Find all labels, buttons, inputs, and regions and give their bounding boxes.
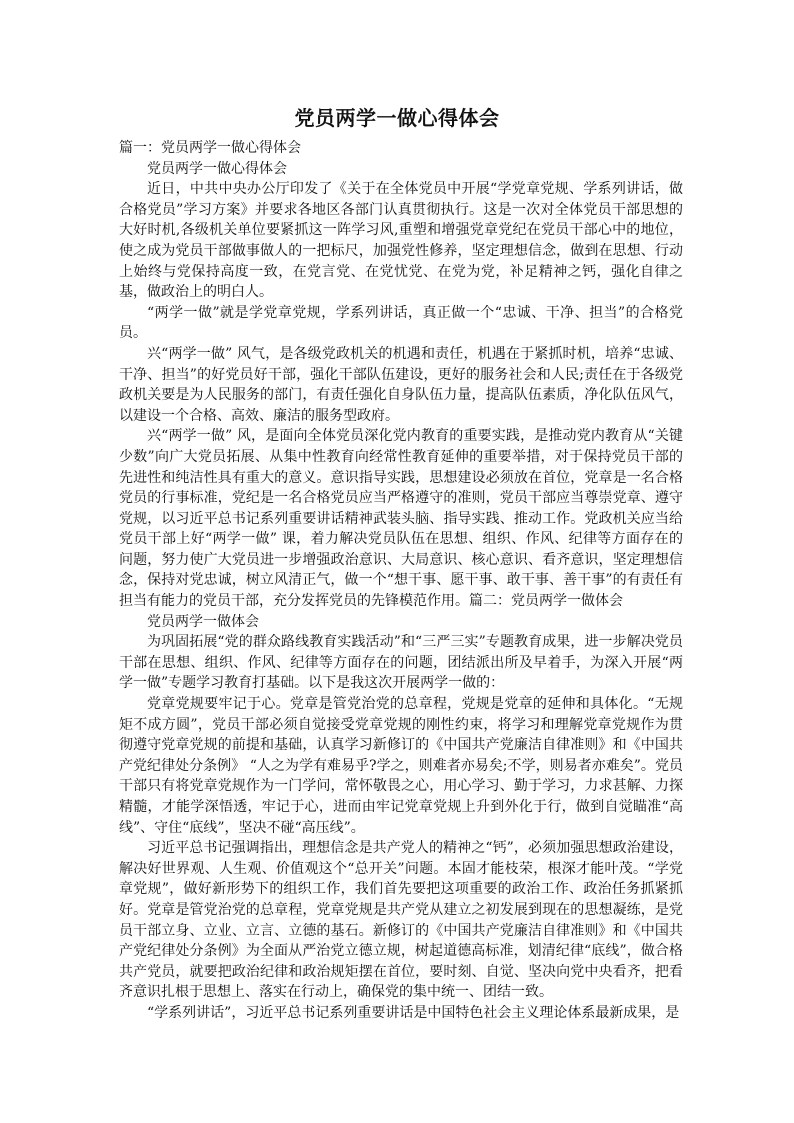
body-paragraph: 习近平总书记强调指出，理想信念是共产党人的精神之“钙”，必须加强思想政治建设，解决好世界观、人生观、价值观这个“总开关”问题。本固才能枝荣，根深才能叶茂。“学党章党规”，做好新形势下的组织工作，我们首先要把这项重要的政治工作、政治任务抓紧抓好。党章是管党治党的总章程，党章党规是共产党从建立之初发展到现在的思想凝练，是党员干部立身、立业、立言、立德的基石。新修订的《中国共产党廉洁自律准则》和《中国共产党纪律处分条例》为全面从严治党立德立规，树起道德高标准，划清纪律“底线”，做合格共产党员，就要把政治纪律和政治规矩摆在首位，要时刻、自觉、坚决向党中央看齐，把看齐意识扎根于思想上、落实在行动上，确保党的集中统一、团结一致。: [119, 840, 683, 1001]
section-subtitle-1: 党员两学一做心得体会: [147, 160, 287, 177]
document-title: 党员两学一做心得体会: [294, 106, 500, 130]
body-paragraph: 党章党规要牢记于心。党章是管党治党的总章程，党规是党章的延伸和具体化。“无规矩不成方圆”，党员干部必须自觉接受党章党规的刚性约束，将学习和理解党章党规作为贯彻遵守党章党规的前提和基础，认真学习新修订的《中国共产党廉洁自律准则》和《中国共产党纪律处分条例》 “人之为学有难易乎?学之，则难者亦易矣;不学，则易者亦难矣”。党员干部只有将党章党规作为一门学问，常怀敬畏之心，用心学习、勤于学习，力求甚解、力探精髓，才能学深悟透，牢记于心，进而由牢记党章党规上升到外化于行，做到自觉瞄准“高线”、守住“底线”，坚决不碰“高压线”。: [119, 696, 683, 836]
body-paragraph: “两学一做”就是学党章党规，学系列讲话，真正做一个“忠诚、干净、担当”的合格党员。: [119, 304, 683, 342]
body-paragraph: “学系列讲话”，习近平总书记系列重要讲话是中国特色社会主义理论体系最新成果，是: [147, 1004, 680, 1021]
body-paragraph: 兴“两学一做” 风气，是各级党政机关的机遇和责任，机遇在于紧抓时机，培养“忠诚、干净、担当”的好党员好干部，强化干部队伍建设，更好的服务社会和人民;责任在于各级党政机关要是为人民服务的部门，有责任强化自身队伍力量，提高队伍素质，净化队伍风气，以建设一个合格、高效、廉洁的服务型政府。: [119, 345, 683, 424]
section-subtitle-2: 党员两学一做体会: [147, 613, 259, 630]
body-paragraph: 近日，中共中央办公厅印发了《关于在全体党员中开展“学党章党规、学系列讲话，做合格党员”学习方案》并要求各地区各部门认真贯彻执行。这是一次对全体党员干部思想的大好时机,各级机关单位要紧抓这一阵学习风,重塑和增强党章党纪在党员干部心中的地位，使之成为党员干部做事做人的一把标尺，加强党性修养，坚定理想信念，做到在思想、行动上始终与党保持高度一致，在党言党、在党忧党、在党为党，补足精神之钙，强化自律之基，做政治上的明白人。: [119, 181, 683, 301]
document-body: [119, 138, 683, 1024]
section-heading-1: 篇一：党员两学一做心得体会: [119, 140, 301, 156]
body-paragraph: 兴“两学一做” 风，是面向全体党员深化党内教育的重要实践，是推动党内教育从“关键少数”向广大党员拓展、从集中性教育向经常性教育延伸的重要举措，对于保持党员干部的先进性和纯洁性具有重大的意义。意识指导实践，思想建设必须放在首位，党章是一名合格党员的行事标准，党纪是一名合格党员应当严格遵守的准则，党员干部应当尊崇党章、遵守党规，以习近平总书记系列重要讲话精神武装头脑、指导实践、推动工作。党政机关应当给党员干部上好“两学一做” 课，着力解决党员队伍在思想、组织、作风、纪律等方面存在的问题，努力使广大党员进一步增强政治意识、大局意识、核心意识、看齐意识，坚定理想信念，保持对党忠诚，树立风清正气，做一个“想干事、愿干事、敢干事、善干事”的有责任有担当有能力的党员干部，充分发挥党员的先锋模范作用。篇二：党员两学一做体会: [119, 428, 683, 610]
body-paragraph: 为巩固拓展“党的群众路线教育实践活动”和“三严三实”专题教育成果，进一步解决党员干部在思想、组织、作风、纪律等方面存在的问题，团结派出所及早着手，为深入开展“两学一做”专题学习教育打基础。以下是我这次开展两学一做的：: [119, 634, 683, 692]
